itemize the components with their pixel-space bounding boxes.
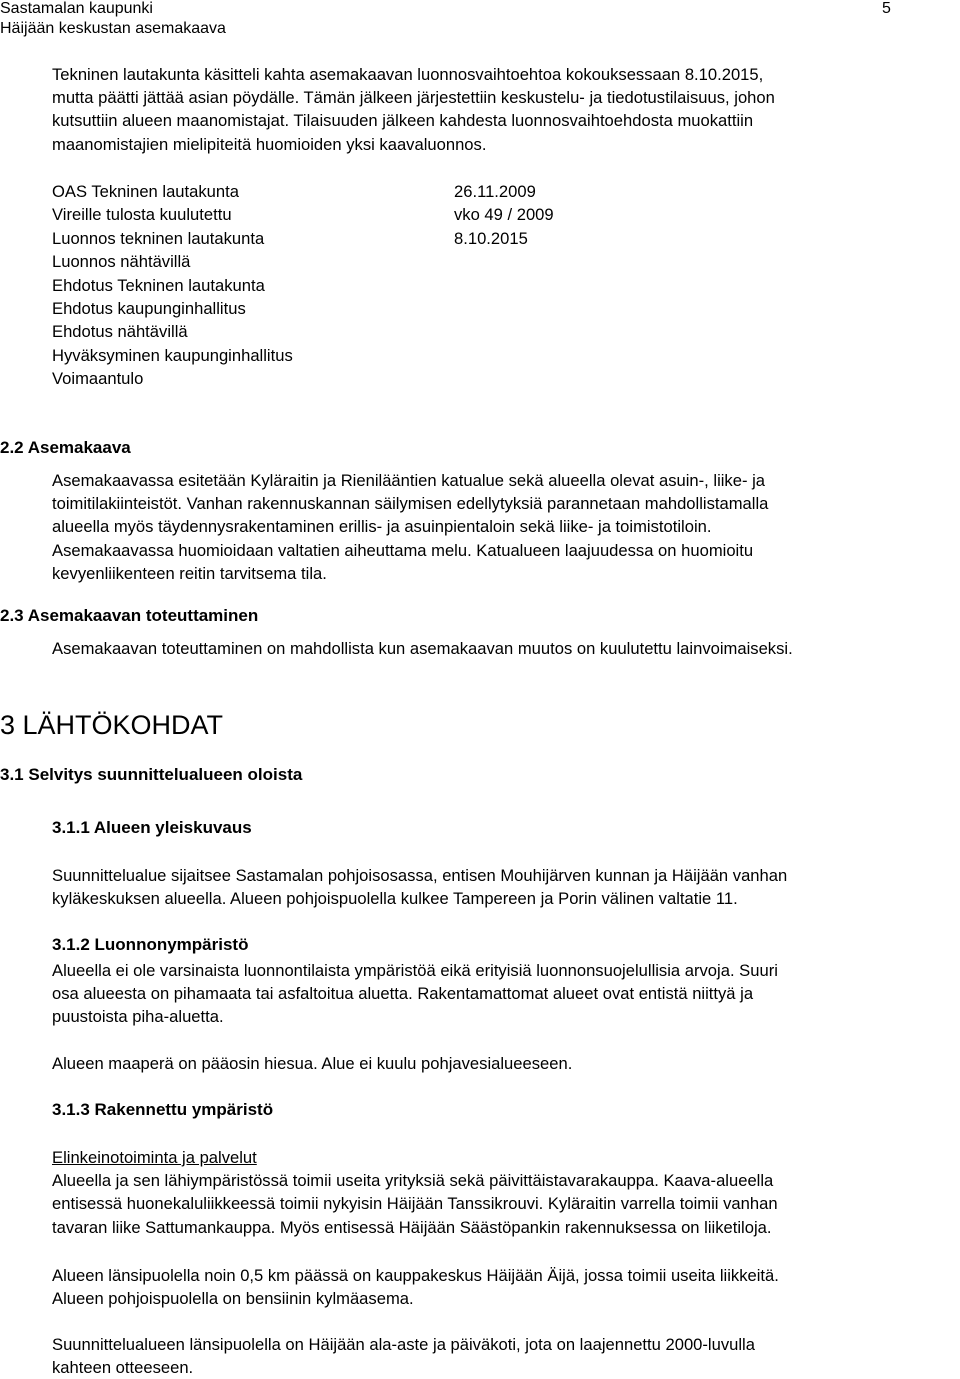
text-line: Alueen länsipuolella noin 0,5 km päässä on kauppakeskus Häijään Äijä, jossa toimii useita liikkeitä. — [52, 1266, 779, 1285]
section-3-1-2-body — [52, 959, 952, 1029]
text-line: Alueella ja sen lähiympäristössä toimii useita yrityksiä sekä päivittäistavarakauppa. Kaava-alueella — [52, 1171, 774, 1191]
text-line: kahteen otteeseen. — [52, 1358, 194, 1378]
section-heading-3-1-1: 3.1.1 Alueen yleiskuvaus — [52, 818, 252, 837]
schedule-label: OAS Tekninen lautakunta — [52, 182, 239, 201]
section-3-1-1-body — [52, 864, 952, 910]
schedule-label: Luonnos nähtävillä — [52, 252, 191, 272]
text-line: kutsuttiin alueen maanomistajat. Tilaisuuden jälkeen kahdesta luonnosvaihtoehdosta muokattiin — [52, 111, 754, 131]
schedule-row — [52, 297, 554, 320]
section-heading-3-1: 3.1 Selvitys suunnittelualueen oloista — [0, 765, 303, 784]
intro-paragraph — [52, 63, 952, 156]
chapter-heading-3: 3 LÄHTÖKOHDAT — [0, 710, 224, 740]
text-line: Alueen maaperä on pääosin hiesua. Alue ei kuulu pohjavesialueeseen. — [52, 1054, 573, 1073]
section-2-2-body — [52, 469, 952, 585]
paragraph-west-services — [52, 1264, 952, 1310]
section-2-3-body — [52, 637, 952, 660]
text-line: osa alueesta on pihamaata tai asfaltoitua aluetta. Rakentamattomat alueet ovat entistä niittyä ja — [52, 984, 754, 1004]
schedule-label: Ehdotus nähtävillä — [52, 322, 188, 342]
paragraph-school — [52, 1333, 952, 1379]
schedule-row — [52, 320, 554, 343]
schedule-label: Luonnos tekninen lautakunta — [52, 228, 265, 248]
text-line: entisessä huonekaluliikkeessä toimii nykyisin Häijään Tanssikrouvi. Kyläraitin varrella toimii vanhan — [52, 1194, 778, 1214]
schedule-label: Voimaantulo — [52, 369, 144, 389]
page-number: 5 — [882, 0, 891, 17]
section-heading-3-1-3: 3.1.3 Rakennettu ympäristö — [52, 1100, 274, 1119]
schedule-row — [52, 344, 554, 367]
text-line: kyläkeskuksen alueella. Alueen pohjoispuolella kulkee Tampereen ja Porin välinen valtatie 11. — [52, 889, 738, 909]
header-plan-title: Häijään keskustan asemakaava — [0, 20, 226, 37]
schedule-label: Ehdotus kaupunginhallitus — [52, 298, 246, 318]
text-line: maanomistajien mielipiteitä huomioiden yksi kaavaluonnos. — [52, 134, 487, 154]
text-line: Suunnittelualue sijaitsee Sastamalan pohjoisosassa, entisen Mouhijärven kunnan ja Häijään vanhan — [52, 866, 788, 885]
text-line: kevyenliikenteen reitin tarvitsema tila. — [52, 563, 327, 583]
section-heading-2-3: 2.3 Asemakaavan toteuttaminen — [0, 606, 259, 625]
text-line: Alueen pohjoispuolella on bensiinin kylmäasema. — [52, 1289, 414, 1309]
text-line: Asemakaavassa huomioidaan valtatien aiheuttama melu. Katualueen laajuudessa on huomioitu — [52, 540, 754, 560]
schedule-table — [52, 180, 554, 391]
text-line: Asemakaavassa esitetään Kyläraitin ja Rienilääntien katualue sekä alueella olevat asuin-, liike- ja — [52, 471, 766, 490]
schedule-label: Vireille tulosta kuulutettu — [52, 205, 232, 225]
header-org: Sastamalan kaupunki — [0, 0, 153, 17]
text-line: Suunnittelualueen länsipuolella on Häijään ala-aste ja päiväkoti, jota on laajennettu 2000-luvulla — [52, 1335, 755, 1354]
text-line: puustoista piha-aluetta. — [52, 1007, 224, 1027]
text-line: mutta päätti jättää asian pöydälle. Tämän jälkeen järjestettiin keskustelu- ja tiedotustilaisuus, johon — [52, 88, 775, 108]
section-3-1-3-body — [52, 1146, 952, 1239]
schedule-row — [52, 203, 554, 226]
text-line: tavaran liike Sattumankauppa. Myös entisessä Häijään Säästöpankin rakennuksessa on liiketiloja. — [52, 1217, 772, 1237]
text-line: Tekninen lautakunta käsitteli kahta asemakaavan luonnosvaihtoehtoa kokouksessaan 8.10.2015, — [52, 65, 764, 84]
schedule-label: Hyväksyminen kaupunginhallitus — [52, 345, 293, 365]
section-heading-3-1-2: 3.1.2 Luonnonympäristö — [52, 935, 249, 954]
soil-paragraph — [52, 1052, 952, 1075]
schedule-row — [52, 227, 554, 250]
schedule-row — [52, 250, 554, 273]
subheading-business: Elinkeinotoiminta ja palvelut — [52, 1148, 257, 1167]
schedule-label: Ehdotus Tekninen lautakunta — [52, 275, 265, 295]
schedule-row — [52, 274, 554, 297]
text-line: toimitilakiinteistöt. Vanhan rakennuskannan säilymisen edellytyksiä parannetaan mahdollistamalla — [52, 494, 769, 514]
schedule-value: 8.10.2015 — [454, 228, 528, 248]
text-line: Asemakaavan toteuttaminen on mahdollista kun asemakaavan muutos on kuulutettu lainvoimaiseksi. — [52, 639, 793, 658]
section-heading-2-2: 2.2 Asemakaava — [0, 438, 131, 457]
schedule-value: vko 49 / 2009 — [454, 205, 554, 225]
schedule-row — [52, 367, 554, 390]
schedule-row — [52, 180, 554, 203]
text-line: alueella myös täydennysrakentaminen erillis- ja asuinpientaloin sekä liike- ja toimistotiloin. — [52, 517, 712, 537]
schedule-value: 26.11.2009 — [454, 182, 536, 201]
text-line: Alueella ei ole varsinaista luonnontilaista ympäristöä eikä erityisiä luonnonsuojelullisia arvoja. Suuri — [52, 961, 778, 980]
